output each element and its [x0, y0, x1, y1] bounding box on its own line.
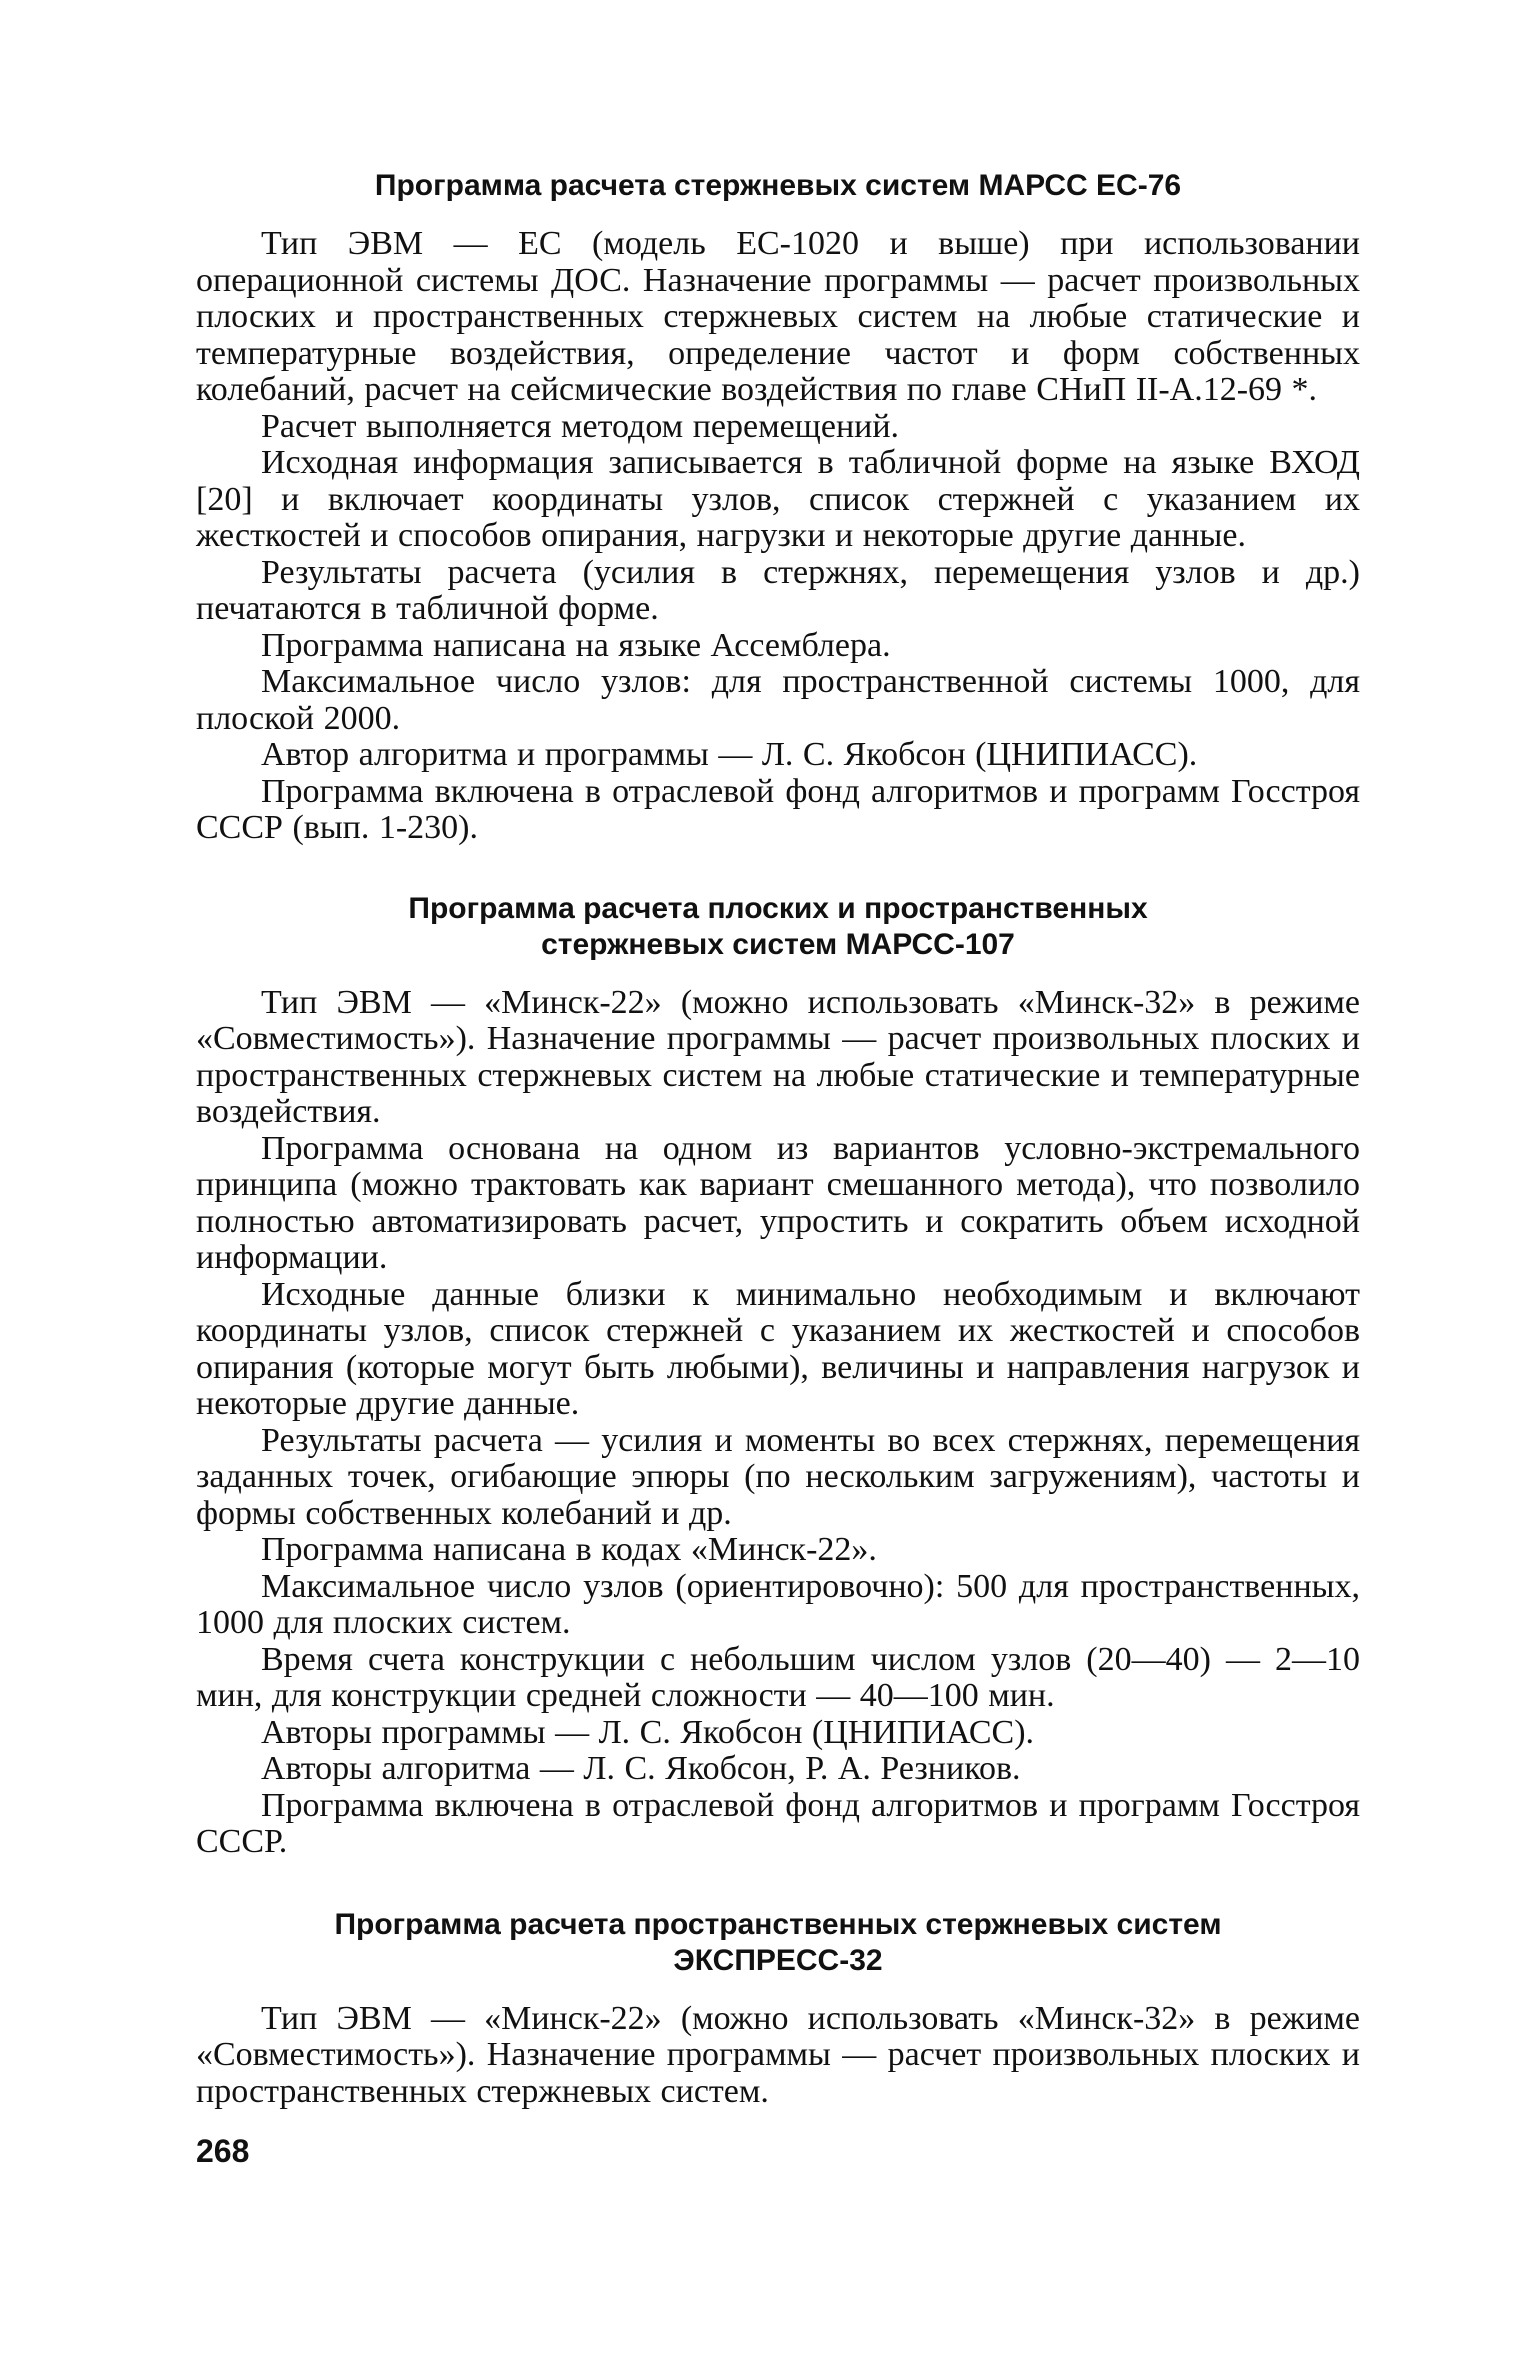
page-number: 268	[196, 2133, 250, 2169]
paragraph: Время счета конструкции с небольшим числом узлов (20—40) — 2—10 мин, для конструкции средней сложности — 40—100 мин.	[196, 1640, 1360, 1714]
paragraph: Тип ЭВМ — «Минск-22» (можно использовать «Минск-32» в режиме «Совместимость»). Назначение программы — расчет произвольных плоских и пространственных стержневых систем.	[196, 1999, 1360, 2110]
paragraph: Автор алгоритма и программы — Л. С. Якобсон (ЦНИПИАСС).	[261, 736, 1198, 773]
paragraph: Тип ЭВМ — «Минск-22» (можно использовать «Минск-32» в режиме «Совместимость»). Назначение программы — расчет произвольных плоских и пространственных стержневых систем на любые статические и температурные воздействия.	[196, 983, 1360, 1130]
paragraph: Исходные данные близки к минимально необходимым и включают координаты узлов, список стержней с указанием их жесткостей и способов опирания (которые могут быть любыми), величины и направления нагрузок и некоторые другие данные.	[196, 1275, 1360, 1422]
section-marss-107	[196, 891, 1360, 1861]
paragraph: Программа основана на одном из вариантов условно-экстремального принципа (можно трактовать как вариант смешанного метода), что позволило полностью автоматизировать расчет, упростить и сократить объем исходной информации.	[196, 1129, 1360, 1276]
paragraph: Программа включена в отраслевой фонд алгоритмов и программ Госстроя СССР (вып. 1-230).	[196, 772, 1360, 846]
section-title	[196, 1907, 1360, 1979]
paragraph: Максимальное число узлов: для пространственной системы 1000, для плоской 2000.	[196, 663, 1360, 737]
section-title-line: Программа расчета пространственных стержневых систем	[334, 1907, 1222, 1941]
paragraph: Результаты расчета (усилия в стержнях, перемещения узлов и др.) печатаются в табличной форме.	[196, 553, 1360, 627]
paragraph: Авторы программы — Л. С. Якобсон (ЦНИПИАСС).	[261, 1713, 1035, 1751]
section-marss-ec76	[196, 168, 1360, 847]
paragraph: Программа написана на языке Ассемблера.	[261, 626, 891, 664]
paragraph: Максимальное число узлов (ориентировочно): 500 для пространственных, 1000 для плоских систем.	[196, 1567, 1360, 1641]
section-title-line: Программа расчета стержневых систем МАРСС ЕС-76	[374, 169, 1182, 202]
paragraph: Расчет выполняется методом перемещений.	[261, 407, 900, 445]
paragraph: Программа написана в кодах «Минск-22».	[261, 1531, 877, 1568]
section-body	[196, 226, 1360, 847]
section-body	[196, 2001, 1360, 2111]
section-title-line: ЭКСПРЕСС-32	[673, 1943, 883, 1977]
section-title-line: Программа расчета плоских и пространственных	[408, 891, 1148, 925]
section-title	[196, 168, 1360, 204]
paragraph: Исходная информация записывается в табличной форме на языке ВХОД [20] и включает координаты узлов, список стержней с указанием их жесткостей и способов опирания, нагрузки и некоторые другие данные.	[196, 444, 1360, 554]
paragraph: Результаты расчета — усилия и моменты во всех стержнях, перемещения заданных точек, огибающие эпюры (по нескольким загружениям), частоты и формы собственных колебаний и др.	[196, 1421, 1360, 1532]
page-content	[196, 168, 1360, 2110]
section-title	[196, 891, 1360, 963]
paragraph: Программа включена в отраслевой фонд алгоритмов и программ Госстроя СССР.	[196, 1786, 1360, 1860]
paragraph: Авторы алгоритма — Л. С. Якобсон, Р. А. Резников.	[261, 1750, 1021, 1787]
section-body	[196, 985, 1360, 1861]
section-express-32	[196, 1907, 1360, 2111]
paragraph: Тип ЭВМ — ЕС (модель ЕС-1020 и выше) при использовании операционной системы ДОС. Назначение программы — расчет произвольных плоских и пространственных стержневых систем на любые статические и температурные воздействия, определение частот и форм собственных колебаний, расчет на сейсмические воздействия по главе СНиП II-А.12-69 *.	[196, 225, 1360, 408]
section-title-line: стержневых систем МАРСС-107	[541, 927, 1015, 961]
